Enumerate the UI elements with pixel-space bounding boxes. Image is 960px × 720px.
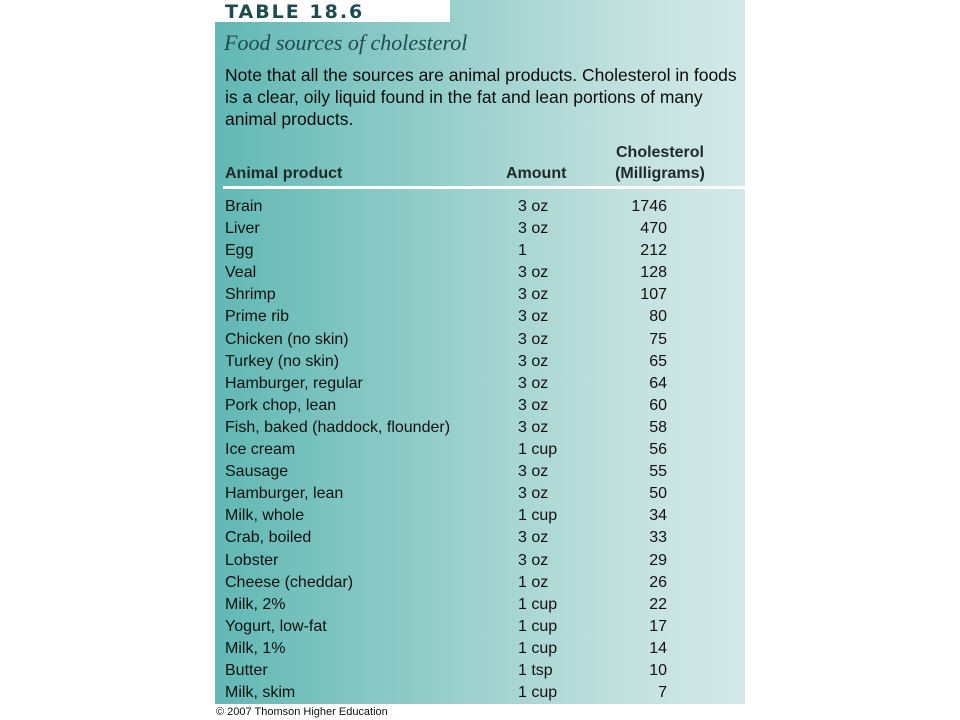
table-row	[215, 550, 745, 572]
cell-product: Ice cream	[225, 441, 296, 459]
table-label: TABLE 18.6	[225, 1, 365, 23]
cell-product: Liver	[225, 220, 260, 238]
cell-amount: 3 oz	[518, 286, 549, 304]
header-cholesterol-line1: Cholesterol	[615, 144, 704, 161]
cell-product: Egg	[225, 242, 254, 260]
table-row	[215, 461, 745, 483]
cell-product: Milk, 1%	[225, 639, 286, 657]
cell-product: Cheese (cheddar)	[225, 573, 354, 591]
cell-product: Chicken (no skin)	[225, 330, 349, 348]
cell-amount: 1 oz	[518, 573, 549, 591]
cell-cholesterol: 470	[640, 220, 667, 238]
cell-product: Lobster	[225, 551, 279, 569]
cell-cholesterol: 75	[649, 330, 667, 348]
table-row	[215, 594, 745, 616]
cell-amount: 3 oz	[518, 220, 549, 238]
cell-cholesterol: 29	[649, 551, 667, 569]
table-row	[215, 240, 745, 262]
cell-product: Prime rib	[225, 308, 290, 326]
cell-cholesterol: 65	[649, 352, 667, 370]
cell-amount: 1 tsp	[518, 661, 553, 679]
table-row	[215, 616, 745, 638]
cell-amount: 3 oz	[518, 485, 549, 503]
cell-product: Shrimp	[225, 286, 276, 304]
copyright-notice: © 2007 Thomson Higher Education	[216, 706, 388, 718]
table-row	[215, 660, 745, 682]
cell-cholesterol: 80	[649, 308, 667, 326]
table-row	[215, 417, 745, 439]
cell-amount: 3 oz	[518, 418, 549, 436]
cell-product: Sausage	[225, 463, 289, 481]
cell-amount: 1 cup	[518, 595, 558, 613]
cell-product: Milk, 2%	[225, 595, 286, 613]
cell-cholesterol: 7	[658, 684, 667, 702]
table-row	[215, 527, 745, 549]
table-row	[215, 351, 745, 373]
table-row	[215, 439, 745, 461]
cell-cholesterol: 22	[649, 595, 667, 613]
cell-cholesterol: 1746	[631, 198, 667, 215]
table-row	[215, 262, 745, 284]
cell-cholesterol: 107	[640, 286, 667, 304]
table-row	[215, 329, 745, 351]
cell-amount: 3 oz	[518, 308, 549, 326]
table-panel	[215, 0, 745, 704]
cell-cholesterol: 58	[649, 418, 667, 436]
table-row	[215, 682, 745, 704]
table-label-box	[215, 0, 450, 22]
table-row	[215, 572, 745, 594]
cell-cholesterol: 33	[649, 529, 667, 547]
header-cholesterol	[605, 142, 715, 184]
cell-amount: 3 oz	[518, 198, 549, 215]
cell-amount: 3 oz	[518, 463, 549, 481]
header-amount: Amount	[506, 165, 567, 182]
cell-product: Milk, skim	[225, 684, 296, 702]
cell-cholesterol: 64	[649, 374, 667, 392]
cell-product: Veal	[225, 264, 257, 282]
cell-cholesterol: 14	[649, 639, 667, 657]
table-row	[215, 196, 745, 218]
cell-amount: 3 oz	[518, 374, 549, 392]
cell-cholesterol: 17	[649, 617, 667, 635]
cell-product: Yogurt, low-fat	[225, 617, 327, 635]
cell-amount: 3 oz	[518, 396, 549, 414]
cell-product: Brain	[225, 198, 263, 215]
cell-amount: 3 oz	[518, 330, 549, 348]
cell-amount: 3 oz	[518, 264, 549, 282]
table-row	[215, 505, 745, 527]
cell-cholesterol: 10	[649, 661, 667, 679]
cell-product: Butter	[225, 661, 268, 679]
cell-amount: 1 cup	[518, 639, 558, 657]
table-row	[215, 373, 745, 395]
cell-product: Hamburger, lean	[225, 485, 344, 503]
header-divider	[223, 186, 745, 189]
cell-cholesterol: 212	[640, 242, 667, 260]
table-row	[215, 306, 745, 328]
table-row	[215, 483, 745, 505]
cell-amount: 3 oz	[518, 352, 549, 370]
cell-amount: 1 cup	[518, 441, 558, 459]
cell-product: Hamburger, regular	[225, 374, 363, 392]
cell-amount: 1 cup	[518, 507, 558, 525]
cell-amount: 1	[518, 242, 527, 260]
cell-cholesterol: 60	[649, 396, 667, 414]
cell-cholesterol: 34	[649, 507, 667, 525]
header-cholesterol-line2: (Milligrams)	[615, 165, 705, 182]
cell-product: Milk, whole	[225, 507, 305, 525]
cell-cholesterol: 26	[649, 573, 667, 591]
table-row	[215, 395, 745, 417]
cell-cholesterol: 55	[649, 463, 667, 481]
cell-amount: 1 cup	[518, 684, 558, 702]
cell-cholesterol: 56	[649, 441, 667, 459]
table-title: Food sources of cholesterol	[224, 30, 468, 55]
cell-cholesterol: 50	[649, 485, 667, 503]
cell-product: Turkey (no skin)	[225, 352, 340, 370]
cell-cholesterol: 128	[640, 264, 667, 282]
table-row	[215, 638, 745, 660]
table-note: Note that all the sources are animal products. Cholesterol in foods is a clear, oily liquid found in the fat and lean portions of many animal products.	[225, 65, 737, 129]
header-animal-product: Animal product	[225, 165, 343, 182]
cell-amount: 1 cup	[518, 617, 558, 635]
table-row	[215, 284, 745, 306]
cell-amount: 3 oz	[518, 551, 549, 569]
table-row	[215, 218, 745, 240]
cell-product: Pork chop, lean	[225, 396, 337, 414]
cell-amount: 3 oz	[518, 529, 549, 547]
table-body	[215, 196, 745, 704]
cell-product: Crab, boiled	[225, 529, 312, 547]
cell-product: Fish, baked (haddock, flounder)	[225, 418, 451, 436]
